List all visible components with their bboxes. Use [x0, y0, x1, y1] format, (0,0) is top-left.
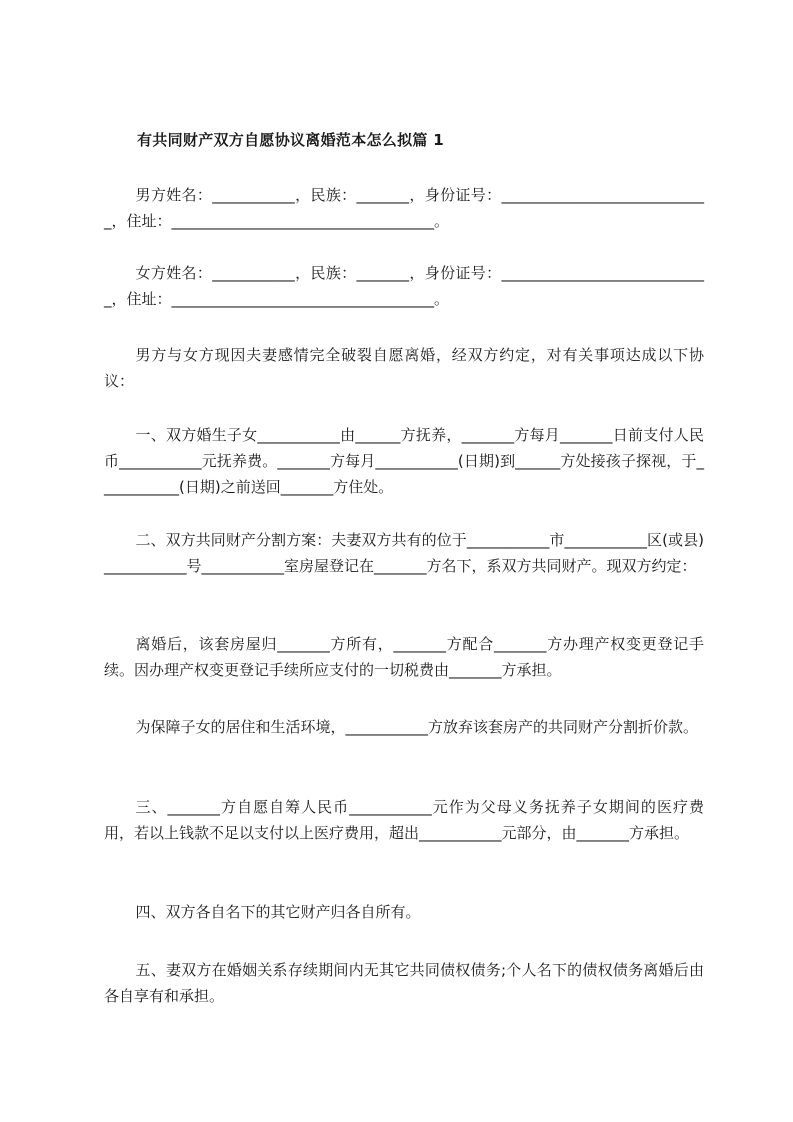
paragraph-house-ownership: 离婚后，该套房屋归_______方所有，_______方配合_______方办理产权变更登记手续。因办理产权变更登记手续所应支付的一切税费由_______方承担。 — [104, 635, 704, 679]
paragraph-waiver: 为保障子女的居住和生活环境，___________方放弃该套房产的共同财产分割折价款。 — [135, 718, 699, 736]
paragraph-other-property: 四、双方各自名下的其它财产归各自所有。 — [135, 903, 421, 921]
paragraph-female-party-info: 女方姓名：___________，民族：_______，身份证号：____________________________，住址：___________________________________。 — [104, 264, 704, 308]
paragraph-intro: 男方与女方现因夫妻感情完全破裂自愿离婚，经双方约定，对有关事项达成以下协议： — [104, 346, 704, 390]
paragraph-property-division: 二、双方共同财产分割方案：夫妻双方共有的位于___________市___________区(或县)___________号___________室房屋登记在_______方名下，系双方共同财产。现双方约定： — [104, 531, 704, 575]
paragraph-male-party-info: 男方姓名：___________，民族：_______，身份证号：____________________________，住址：___________________________________。 — [104, 186, 704, 230]
document-title: 有共同财产双方自愿协议离婚范本怎么拟篇 1 — [137, 131, 444, 149]
paragraph-medical-expenses: 三、_______方自愿自筹人民币___________元作为父母义务抚养子女期间的医疗费用，若以上钱款不足以支付以上医疗费用，超出___________元部分，由_______方承担。 — [104, 798, 704, 842]
paragraph-child-custody: 一、双方婚生子女___________由______方抚养，_______方每月_______日前支付人民币___________元抚养费。_______方每月___________(日期)到______方处接孩子探视，于___________(日期)之前送回_______方住处。 — [104, 426, 704, 496]
paragraph-debts: 五、妻双方在婚姻关系存续期间内无其它共同债权债务;个人名下的债权债务离婚后由各自享有和承担。 — [104, 961, 704, 1005]
